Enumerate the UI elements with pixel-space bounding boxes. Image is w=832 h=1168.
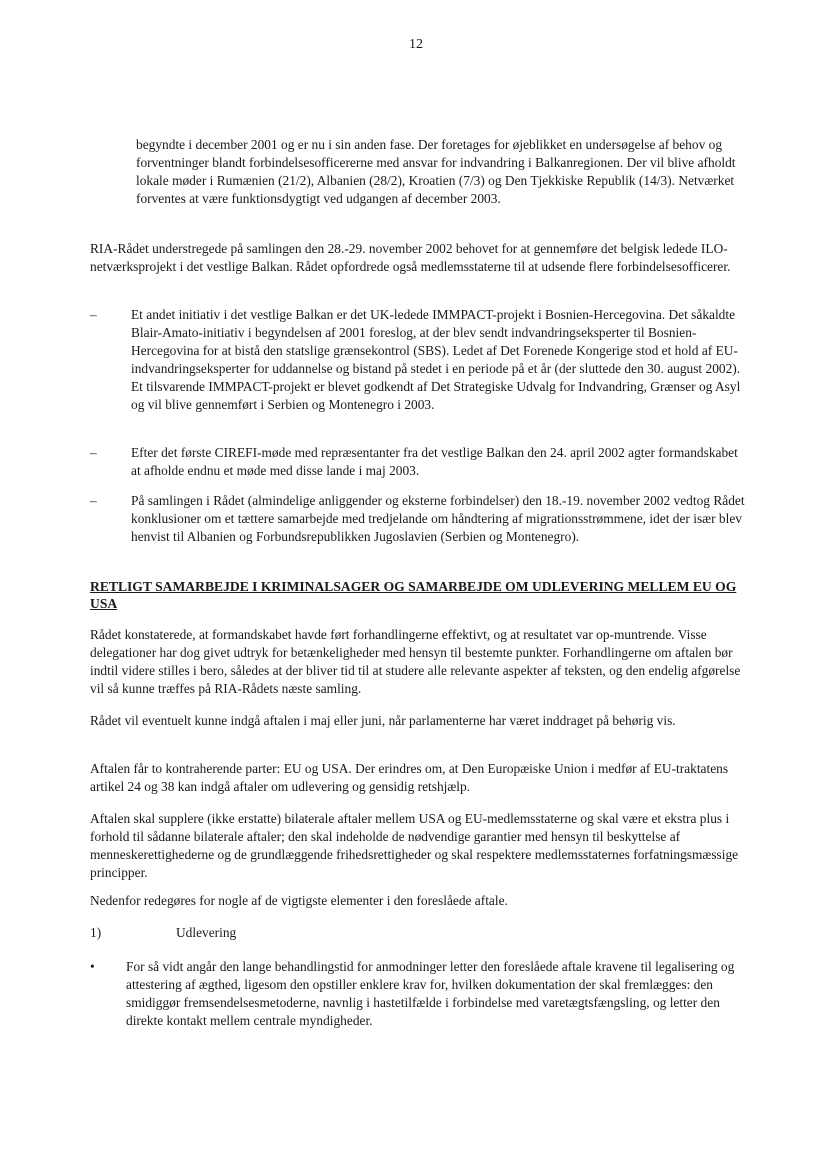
ria-paragraph: RIA-Rådet understregede på samlingen den 28.-29. november 2002 behovet for at gennemføre det belgisk ledede ILO-netværksprojekt i det vestlige Balkan. Rådet opfordrede også medlemsstaterne til at udsende flere forbindelsesofficerer.: [90, 241, 731, 274]
page-number: 12: [409, 37, 423, 52]
section-paragraph: Rådet konstaterede, at formandskabet havde ført forhandlingerne effektivt, og at resultatet var op-muntrende. Visse delegationer har dog givet udtryk for betænkeligheder med hensyn til bestemte punkter. Forhandlingerne om aftalen bør indtil videre stilles i bero, således at der bliver tid til at studere alle relevante aspekter af teksten, og den endelig afgørelse vil så kunne træffes på RIA-Rådets næste samling.: [90, 627, 741, 696]
continuation-paragraph: begyndte i december 2001 og er nu i sin anden fase. Der foretages for øjeblikket en undersøgelse af behov og forventninger blandt forbindelsesofficererne med ansvar for indvandring i Balkanregionen. Der vil blive afholdt lokale møder i Rumænien (21/2), Albanien (28/2), Kroatien (7/3) og Den Tjekkiske Republik (14/3). Netværket forventes at være funktionsdygtigt ved udgangen af december 2003.: [136, 137, 736, 206]
dash-item-text: På samlingen i Rådet (almindelige anliggender og eksterne forbindelser) den 18.-19. november 2002 vedtog Rådet konklusioner om et tættere samarbejde med tredjelande om håndtering af migrationsstrømmene, idet der især blev henvist til Albanien og Forbundsrepublikken Jugoslavien (Serbien og Montenegro).: [131, 493, 745, 544]
section-paragraph: Nedenfor redegøres for nogle af de vigtigste elementer i den foreslåede aftale.: [90, 893, 508, 908]
numbered-item-label: Udlevering: [176, 925, 237, 940]
section-heading: RETLIGT SAMARBEJDE I KRIMINALSAGER OG SAMARBEJDE OM UDLEVERING MELLEM EU OG USA: [90, 579, 737, 611]
section-paragraph: Rådet vil eventuelt kunne indgå aftalen i maj eller juni, når parlamenterne har været inddraget på behørig vis.: [90, 713, 676, 728]
bullet-icon: •: [90, 959, 95, 974]
numbered-item-marker: 1): [90, 925, 102, 940]
dash-item: [90, 492, 750, 546]
section-paragraph: Aftalen skal supplere (ikke erstatte) bilaterale aftaler mellem USA og EU-medlemsstaterne og skal være et ekstra plus i forhold til sådanne bilaterale aftaler; den skal indeholde de nødvendige garantier med hensyn til beskyttelse af menneskerettighederne og de grundlæggende frihedsrettigheder og skal respektere medlemsstaternes forfatningsmæssige principper.: [90, 811, 739, 880]
dash-marker: –: [90, 493, 97, 508]
dash-item-text: Efter det første CIREFI-møde med repræsentanter fra det vestlige Balkan den 24. april 2002 agter formandskabet at afholde endnu et møde med disse lande i maj 2003.: [131, 445, 738, 478]
dash-item: [90, 306, 750, 414]
dash-item: [90, 444, 750, 480]
bullet-item: [90, 958, 750, 1030]
dash-item-text: Et andet initiativ i det vestlige Balkan er det UK-ledede IMMPACT-projekt i Bosnien-Hercegovina. Det såkaldte Blair-Amato-initiativ i begyndelsen af 2001 foreslog, at der blev sendt indvandringseksperter til Bosnien-Hercegovina for at bistå den statslige grænsekontrol (SBS). Ledet af Det Forenede Kongerige stod et hold af EU-indvandringseksperter for uddannelse og bistand på stedet i en periode på et år (der sluttede den 30. august 2002). Et tilsvarende IMMPACT-projekt er blevet godkendt af Det Strategiske Udvalg for Indvandring, Grænser og Asyl og vil blive gennemført i Serbien og Montenegro i 2003.: [131, 307, 741, 412]
dash-marker: –: [90, 445, 97, 460]
section-paragraph: Aftalen får to kontraherende parter: EU og USA. Der erindres om, at Den Europæiske Union i medfør af EU-traktatens artikel 24 og 38 kan indgå aftaler om udlevering og gensidig retshjælp.: [90, 761, 729, 794]
bullet-item-text: For så vidt angår den lange behandlingstid for anmodninger letter den foreslåede aftale kravene til legalisering og attestering af ægthed, ligesom den opstiller enklere krav for, hvilken dokumentation der skal fremlægges: den smidiggør fremsendelsesmetoderne, navnlig i hastetilfælde i forbindelse med varetægtsfængsling, og letter den direkte kontakt mellem centrale myndigheder.: [126, 959, 735, 1028]
dash-marker: –: [90, 307, 97, 322]
